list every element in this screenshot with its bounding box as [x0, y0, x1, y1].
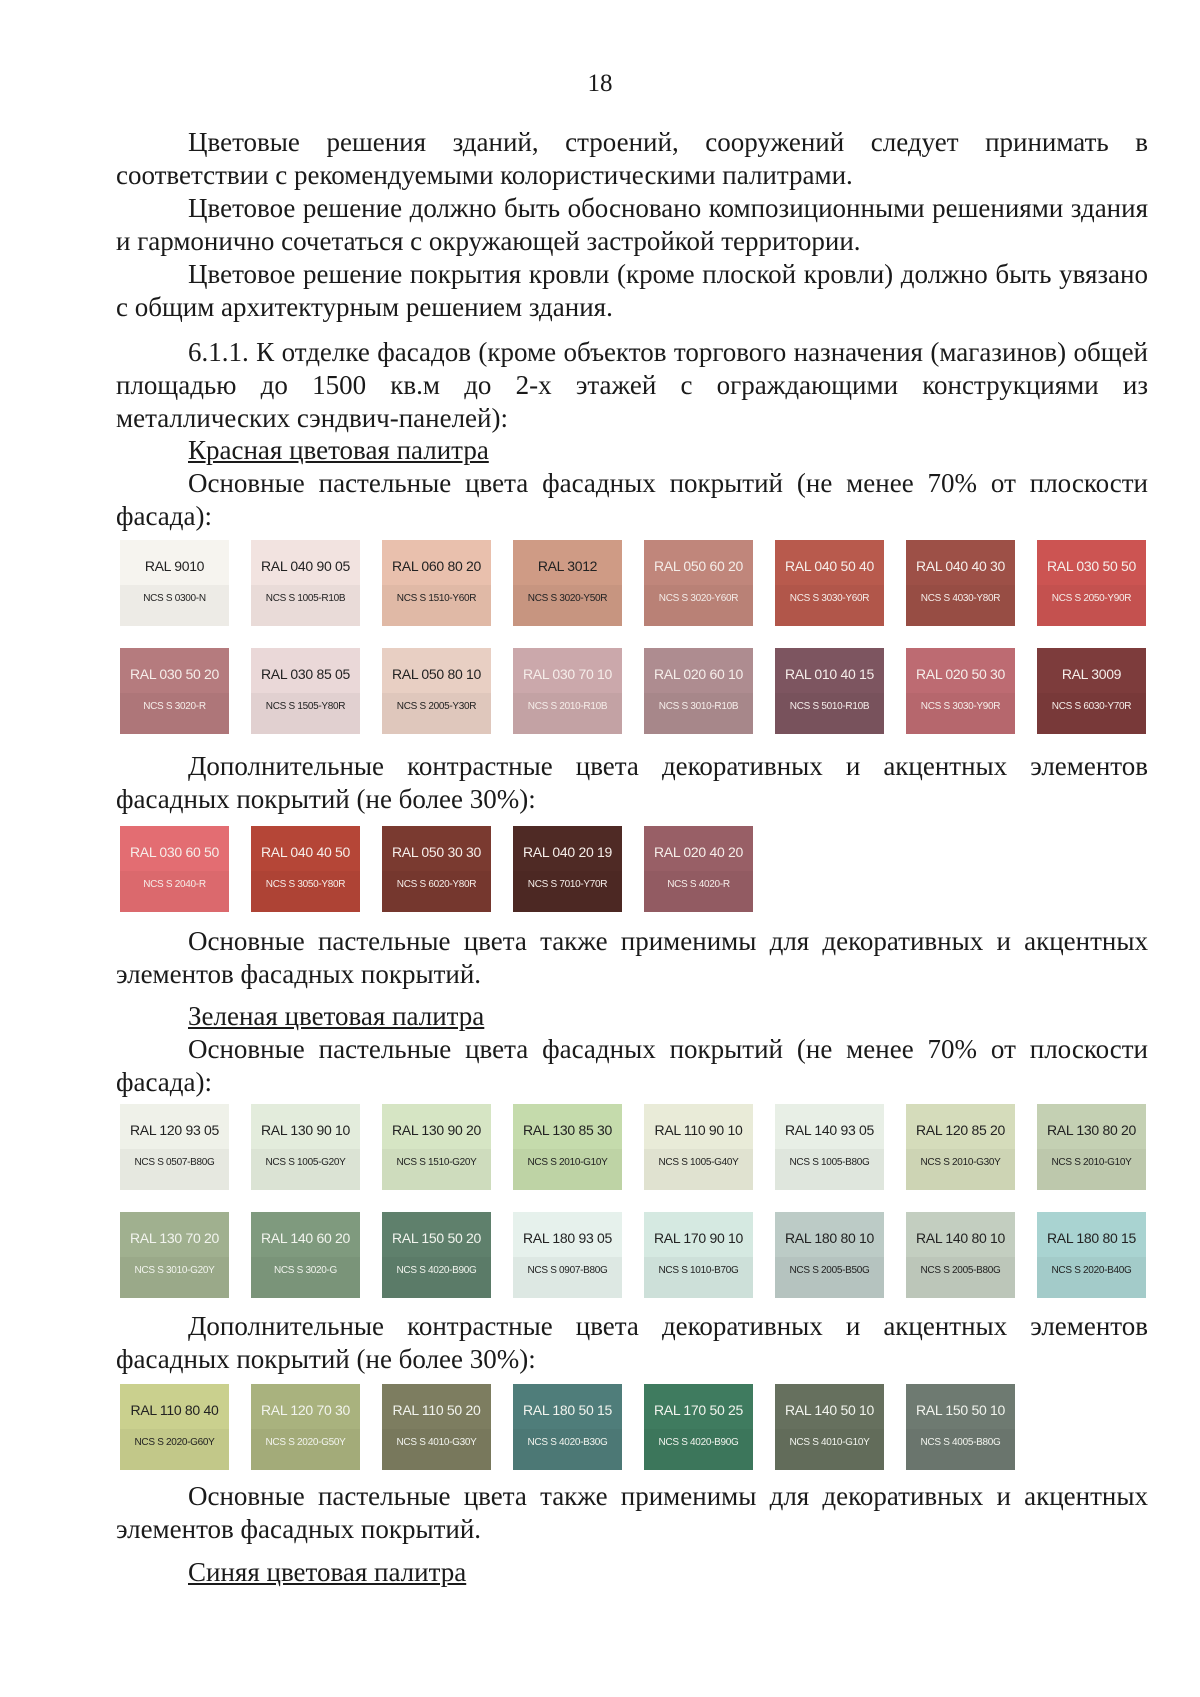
swatch-shade-band — [644, 1149, 753, 1190]
swatch-ral-code: RAL 9010 — [144, 558, 205, 574]
swatch-shade-band — [120, 1149, 229, 1190]
swatch-shade-band — [1037, 585, 1146, 626]
swatch-ncs-code: NCS S 1510-G20Y — [396, 1157, 477, 1168]
swatch-ncs-code: NCS S 2010-G10Y — [527, 1157, 608, 1168]
swatch-ncs-code: NCS S 4010-G30Y — [396, 1437, 477, 1448]
color-swatch — [775, 1384, 884, 1470]
color-swatch — [644, 1384, 753, 1470]
swatch-ncs-code: NCS S 2010-G30Y — [920, 1157, 1001, 1168]
swatch-ncs-code: NCS S 2050-Y90R — [1051, 593, 1132, 604]
color-swatch — [382, 826, 491, 912]
swatch-ncs-code: NCS S 3020-R — [143, 701, 206, 712]
green-main-caption: Основные пастельные цвета фасадных покрытий (не менее 70% от плоскости фасада): — [116, 1034, 1148, 1097]
color-swatch — [906, 648, 1015, 734]
swatch-shade-band — [382, 693, 491, 734]
color-swatch — [382, 540, 491, 626]
swatch-ncs-code: NCS S 2020-G50Y — [265, 1437, 346, 1448]
swatch-shade-band — [513, 871, 622, 912]
color-swatch — [513, 826, 622, 912]
swatch-ncs-code: NCS S 0507-B80G — [134, 1157, 215, 1168]
swatch-ral-code: RAL 010 40 15 — [785, 666, 874, 682]
paragraph-6-1-1: 6.1.1. К отделке фасадов (кроме объектов торгового назначения (магазинов) общей площадью до 1500 кв.м до 2-х этажей с ограждающими конструкциями из металлических сэндвич-панелей): — [116, 337, 1148, 433]
swatch-ral-code: RAL 020 60 10 — [654, 666, 743, 682]
color-swatch — [382, 1212, 491, 1298]
green-accent-row — [120, 1384, 1015, 1470]
color-swatch — [1037, 648, 1146, 734]
swatch-shade-band — [120, 585, 229, 626]
swatch-ncs-code: NCS S 4020-R — [667, 879, 730, 890]
color-swatch — [1037, 540, 1146, 626]
swatch-ncs-code: NCS S 0300-N — [143, 593, 206, 604]
swatch-shade-band — [775, 693, 884, 734]
swatch-ral-code: RAL 040 50 40 — [785, 558, 874, 574]
swatch-ral-code: RAL 040 90 05 — [261, 558, 350, 574]
swatch-ral-code: RAL 030 50 50 — [1047, 558, 1136, 574]
swatch-ncs-code: NCS S 3020-Y50R — [527, 593, 608, 604]
green-palette-heading: Зеленая цветовая палитра — [188, 1001, 485, 1031]
swatch-ral-code: RAL 050 80 10 — [392, 666, 481, 682]
color-swatch — [906, 1212, 1015, 1298]
swatch-ncs-code: NCS S 1505-Y80R — [265, 701, 346, 712]
color-swatch — [644, 1104, 753, 1190]
swatch-shade-band — [775, 585, 884, 626]
swatch-ncs-code: NCS S 3010-G20Y — [134, 1265, 215, 1276]
swatch-ncs-code: NCS S 1005-G20Y — [265, 1157, 346, 1168]
swatch-shade-band — [644, 693, 753, 734]
swatch-shade-band — [513, 585, 622, 626]
swatch-shade-band — [251, 1429, 360, 1470]
color-swatch — [513, 1104, 622, 1190]
swatch-ncs-code: NCS S 2020-G60Y — [134, 1437, 215, 1448]
swatch-ncs-code: NCS S 2005-B50G — [789, 1265, 870, 1276]
swatch-shade-band — [382, 1257, 491, 1298]
swatch-ncs-code: NCS S 6020-Y80R — [396, 879, 477, 890]
swatch-ral-code: RAL 130 85 30 — [523, 1122, 612, 1138]
color-swatch — [382, 648, 491, 734]
swatch-ncs-code: NCS S 1005-B80G — [789, 1157, 870, 1168]
green-note: Основные пастельные цвета также применимы для декоративных и акцентных элементов фасадных покрытий. — [116, 1481, 1148, 1544]
swatch-ral-code: RAL 170 50 25 — [654, 1402, 743, 1418]
paragraph-roof: Цветовое решение покрытия кровли (кроме плоской кровли) должно быть увязано с общим архитектурным решением здания. — [116, 259, 1148, 322]
swatch-shade-band — [120, 1429, 229, 1470]
swatch-shade-band — [1037, 1257, 1146, 1298]
swatch-ral-code: RAL 030 70 10 — [523, 666, 612, 682]
swatch-ral-code: RAL 140 50 10 — [785, 1402, 874, 1418]
swatch-shade-band — [251, 871, 360, 912]
swatch-ral-code: RAL 030 60 50 — [130, 844, 219, 860]
swatch-ral-code: RAL 040 40 30 — [916, 558, 1005, 574]
swatch-shade-band — [251, 1257, 360, 1298]
green-main-row-2 — [120, 1212, 1146, 1298]
swatch-ncs-code: NCS S 2005-B80G — [920, 1265, 1001, 1276]
color-swatch — [120, 540, 229, 626]
swatch-ncs-code: NCS S 3050-Y80R — [265, 879, 346, 890]
color-swatch — [251, 1104, 360, 1190]
color-swatch — [644, 540, 753, 626]
swatch-ncs-code: NCS S 4020-B90G — [396, 1265, 477, 1276]
color-swatch — [513, 1212, 622, 1298]
swatch-ral-code: RAL 3012 — [537, 558, 598, 574]
color-swatch — [120, 648, 229, 734]
swatch-shade-band — [120, 871, 229, 912]
swatch-ral-code: RAL 120 85 20 — [916, 1122, 1005, 1138]
swatch-ncs-code: NCS S 5010-R10B — [789, 701, 870, 712]
swatch-shade-band — [513, 1149, 622, 1190]
swatch-ral-code: RAL 170 90 10 — [654, 1230, 743, 1246]
swatch-ral-code: RAL 140 60 20 — [261, 1230, 350, 1246]
red-accent-caption: Дополнительные контрастные цвета декоративных и акцентных элементов фасадных покрытий (не более 30%): — [116, 751, 1148, 814]
color-swatch — [120, 1212, 229, 1298]
swatch-shade-band — [775, 1429, 884, 1470]
swatch-ncs-code: NCS S 2005-Y30R — [396, 701, 477, 712]
color-swatch — [775, 540, 884, 626]
swatch-ral-code: RAL 180 80 10 — [785, 1230, 874, 1246]
swatch-shade-band — [382, 585, 491, 626]
swatch-ral-code: RAL 020 40 20 — [654, 844, 743, 860]
swatch-ncs-code: NCS S 2020-B40G — [1051, 1265, 1132, 1276]
color-swatch — [906, 540, 1015, 626]
swatch-ral-code: RAL 050 30 30 — [392, 844, 481, 860]
color-swatch — [382, 1384, 491, 1470]
swatch-shade-band — [644, 1257, 753, 1298]
swatch-ncs-code: NCS S 4020-B30G — [527, 1437, 608, 1448]
swatch-ncs-code: NCS S 4030-Y80R — [920, 593, 1001, 604]
swatch-ral-code: RAL 130 70 20 — [130, 1230, 219, 1246]
swatch-ral-code: RAL 130 80 20 — [1047, 1122, 1136, 1138]
swatch-ncs-code: NCS S 3030-Y90R — [920, 701, 1001, 712]
red-note: Основные пастельные цвета также применимы для декоративных и акцентных элементов фасадных покрытий. — [116, 926, 1148, 989]
red-accent-row — [120, 826, 753, 912]
swatch-ncs-code: NCS S 1510-Y60R — [396, 593, 477, 604]
color-swatch — [382, 1104, 491, 1190]
green-accent-caption: Дополнительные контрастные цвета декоративных и акцентных элементов фасадных покрытий (не более 30%): — [116, 1311, 1148, 1374]
swatch-ral-code: RAL 140 93 05 — [785, 1122, 874, 1138]
swatch-shade-band — [251, 585, 360, 626]
red-main-row-1 — [120, 540, 1146, 626]
swatch-ncs-code: NCS S 4010-G10Y — [789, 1437, 870, 1448]
red-palette-heading: Красная цветовая палитра — [188, 435, 489, 465]
swatch-ral-code: RAL 3009 — [1061, 666, 1122, 682]
color-swatch — [251, 648, 360, 734]
swatch-ral-code: RAL 120 70 30 — [261, 1402, 350, 1418]
swatch-shade-band — [251, 1149, 360, 1190]
color-swatch — [906, 1104, 1015, 1190]
color-swatch — [644, 648, 753, 734]
swatch-shade-band — [644, 1429, 753, 1470]
color-swatch — [1037, 1104, 1146, 1190]
swatch-ncs-code: NCS S 2010-R10B — [527, 701, 608, 712]
swatch-shade-band — [120, 1257, 229, 1298]
paragraph-color-solutions: Цветовые решения зданий, строений, сооружений следует принимать в соответствии с рекомендуемыми колористическими палитрами. — [116, 127, 1148, 190]
swatch-shade-band — [775, 1149, 884, 1190]
swatch-ral-code: RAL 140 80 10 — [916, 1230, 1005, 1246]
swatch-ncs-code: NCS S 3020-Y60R — [658, 593, 739, 604]
swatch-shade-band — [644, 585, 753, 626]
swatch-shade-band — [906, 1429, 1015, 1470]
swatch-ncs-code: NCS S 4020-B90G — [658, 1437, 739, 1448]
swatch-ral-code: RAL 110 80 40 — [130, 1402, 219, 1418]
swatch-ral-code: RAL 130 90 20 — [392, 1122, 481, 1138]
color-swatch — [775, 1104, 884, 1190]
swatch-ral-code: RAL 180 50 15 — [523, 1402, 612, 1418]
color-swatch — [251, 1384, 360, 1470]
swatch-ncs-code: NCS S 7010-Y70R — [527, 879, 608, 890]
swatch-ral-code: RAL 180 93 05 — [523, 1230, 612, 1246]
swatch-ral-code: RAL 180 80 15 — [1047, 1230, 1136, 1246]
color-swatch — [644, 1212, 753, 1298]
swatch-ral-code: RAL 120 93 05 — [130, 1122, 219, 1138]
red-main-row-2 — [120, 648, 1146, 734]
swatch-ral-code: RAL 050 60 20 — [654, 558, 743, 574]
color-swatch — [513, 648, 622, 734]
color-swatch — [251, 826, 360, 912]
swatch-shade-band — [644, 871, 753, 912]
color-swatch — [251, 540, 360, 626]
color-swatch — [120, 1384, 229, 1470]
swatch-ral-code: RAL 020 50 30 — [916, 666, 1005, 682]
swatch-ral-code: RAL 040 40 50 — [261, 844, 350, 860]
color-swatch — [775, 1212, 884, 1298]
swatch-shade-band — [120, 693, 229, 734]
swatch-ncs-code: NCS S 0907-B80G — [527, 1265, 608, 1276]
swatch-ral-code: RAL 110 90 10 — [654, 1122, 743, 1138]
swatch-shade-band — [382, 1149, 491, 1190]
swatch-ral-code: RAL 110 50 20 — [392, 1402, 481, 1418]
swatch-shade-band — [906, 1149, 1015, 1190]
color-swatch — [120, 1104, 229, 1190]
swatch-ncs-code: NCS S 2010-G10Y — [1051, 1157, 1132, 1168]
paragraph-justification: Цветовое решение должно быть обосновано композиционными решениями здания и гармонично сочетаться с окружающей застройкой территории. — [116, 193, 1148, 256]
swatch-ncs-code: NCS S 6030-Y70R — [1051, 701, 1132, 712]
swatch-ncs-code: NCS S 4005-B80G — [920, 1437, 1001, 1448]
swatch-shade-band — [775, 1257, 884, 1298]
swatch-ral-code: RAL 150 50 20 — [392, 1230, 481, 1246]
color-swatch — [775, 648, 884, 734]
swatch-ral-code: RAL 030 85 05 — [261, 666, 350, 682]
swatch-shade-band — [1037, 693, 1146, 734]
swatch-ral-code: RAL 130 90 10 — [261, 1122, 350, 1138]
swatch-ral-code: RAL 030 50 20 — [130, 666, 219, 682]
swatch-shade-band — [1037, 1149, 1146, 1190]
swatch-ncs-code: NCS S 1010-B70G — [658, 1265, 739, 1276]
swatch-shade-band — [513, 1429, 622, 1470]
swatch-shade-band — [906, 585, 1015, 626]
swatch-shade-band — [382, 1429, 491, 1470]
swatch-shade-band — [906, 693, 1015, 734]
color-swatch — [251, 1212, 360, 1298]
swatch-shade-band — [513, 693, 622, 734]
swatch-ncs-code: NCS S 3030-Y60R — [789, 593, 870, 604]
swatch-shade-band — [513, 1257, 622, 1298]
swatch-ral-code: RAL 150 50 10 — [916, 1402, 1005, 1418]
green-main-row-1 — [120, 1104, 1146, 1190]
swatch-ncs-code: NCS S 3020-G — [273, 1265, 338, 1276]
swatch-ral-code: RAL 060 80 20 — [392, 558, 481, 574]
swatch-ncs-code: NCS S 3010-R10B — [658, 701, 739, 712]
swatch-ncs-code: NCS S 1005-G40Y — [658, 1157, 739, 1168]
swatch-shade-band — [906, 1257, 1015, 1298]
swatch-ncs-code: NCS S 2040-R — [143, 879, 206, 890]
blue-palette-heading: Синяя цветовая палитра — [188, 1557, 467, 1587]
color-swatch — [513, 540, 622, 626]
color-swatch — [906, 1384, 1015, 1470]
color-swatch — [1037, 1212, 1146, 1298]
swatch-shade-band — [382, 871, 491, 912]
red-main-caption: Основные пастельные цвета фасадных покрытий (не менее 70% от плоскости фасада): — [116, 468, 1148, 531]
color-swatch — [513, 1384, 622, 1470]
swatch-ncs-code: NCS S 1005-R10B — [265, 593, 346, 604]
color-swatch — [644, 826, 753, 912]
page-number: 18 — [587, 70, 613, 97]
color-swatch — [120, 826, 229, 912]
swatch-shade-band — [251, 693, 360, 734]
swatch-ral-code: RAL 040 20 19 — [523, 844, 612, 860]
